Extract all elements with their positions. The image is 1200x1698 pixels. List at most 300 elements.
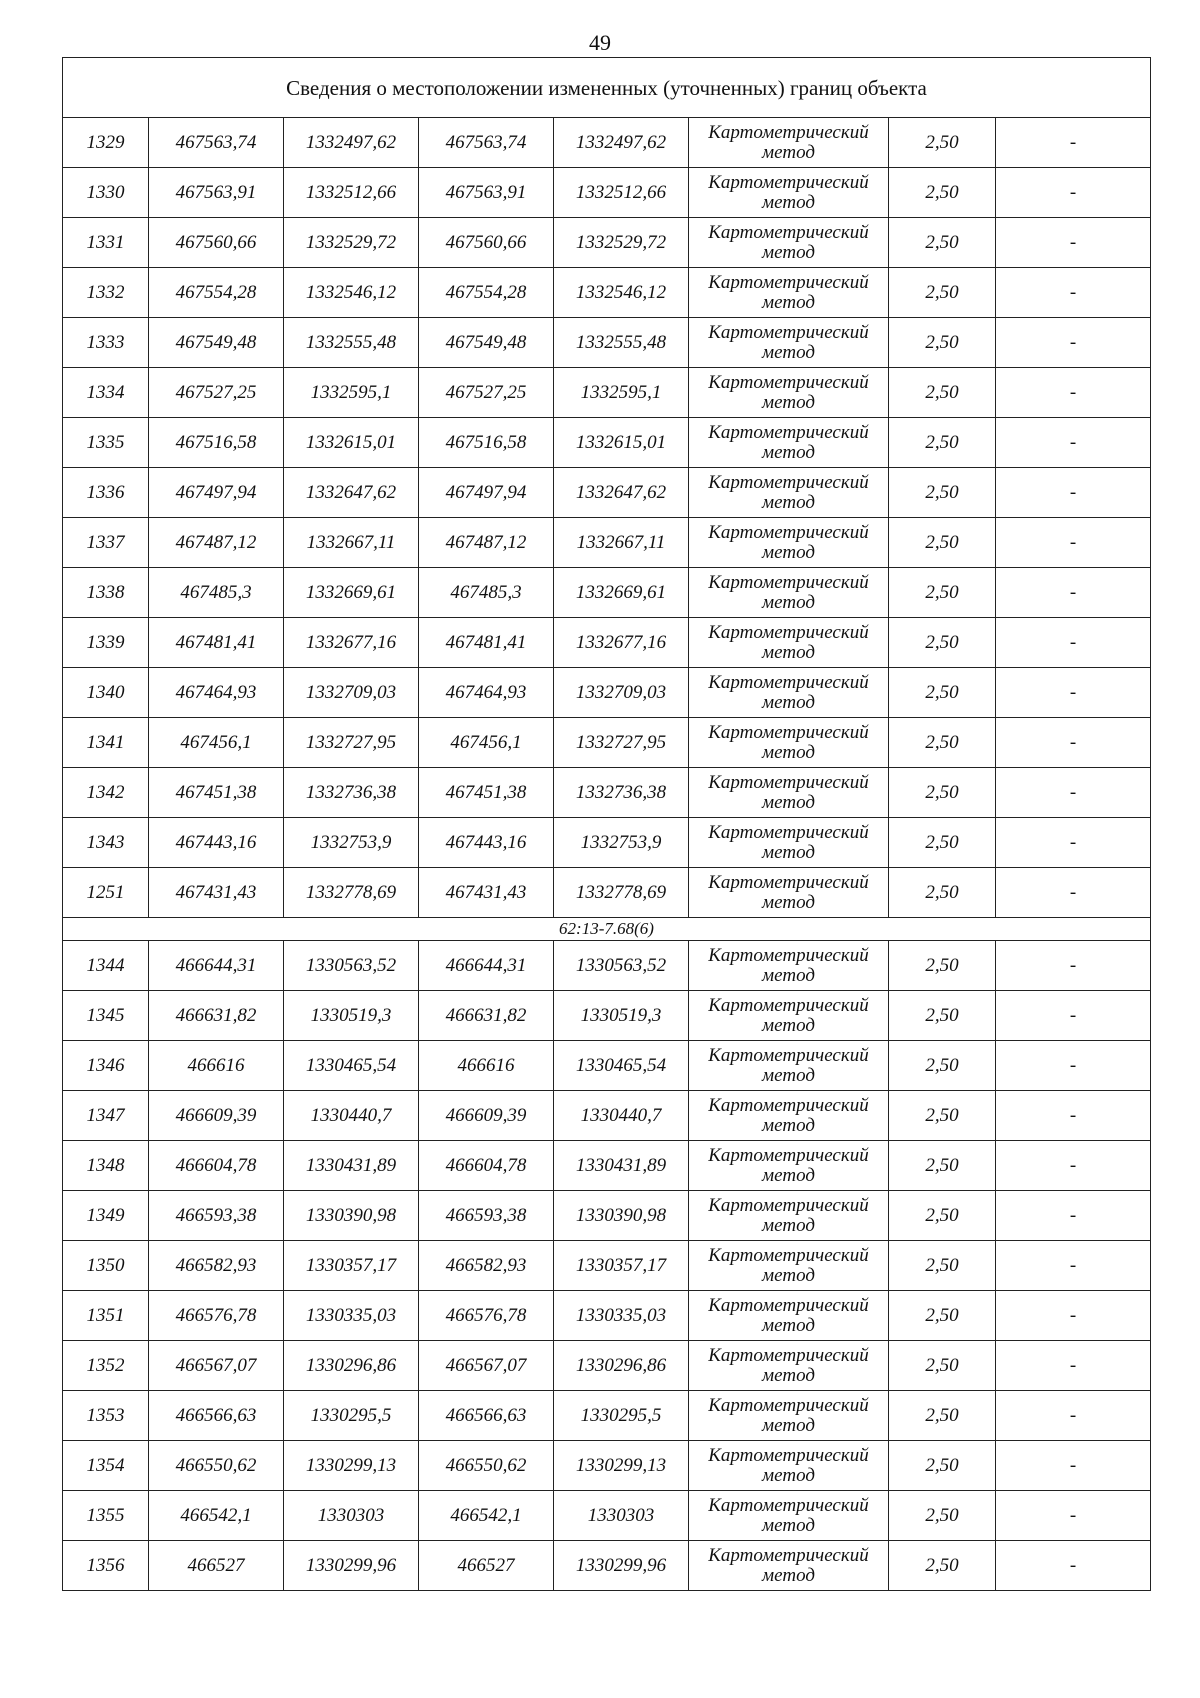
y-existing-cell: 1332778,69 [284, 868, 419, 918]
method-line2: метод [762, 241, 815, 263]
x-refined-cell: 466582,93 [419, 1241, 554, 1291]
method-cell [689, 1041, 889, 1091]
y-refined-cell: 1330303 [554, 1491, 689, 1541]
x-refined-cell: 466644,31 [419, 941, 554, 991]
y-refined-cell: 1332677,16 [554, 618, 689, 668]
x-existing-cell: 467443,16 [149, 818, 284, 868]
method-line2: метод [762, 1464, 815, 1486]
accuracy-cell: 2,50 [889, 1391, 996, 1441]
x-refined-cell: 466542,1 [419, 1491, 554, 1541]
x-existing-cell: 466566,63 [149, 1391, 284, 1441]
note-cell: - [996, 1341, 1151, 1391]
method-line2: метод [762, 1264, 815, 1286]
y-existing-cell: 1330299,13 [284, 1441, 419, 1491]
table-row [63, 118, 1151, 168]
point-number-cell: 1251 [63, 868, 149, 918]
method-line1: Картометрический [708, 1494, 869, 1516]
method-line2: метод [762, 691, 815, 713]
table-header-row [63, 58, 1151, 118]
x-existing-cell: 466550,62 [149, 1441, 284, 1491]
table-row [63, 1041, 1151, 1091]
note-cell: - [996, 1091, 1151, 1141]
method-cell [689, 1491, 889, 1541]
x-refined-cell: 467497,94 [419, 468, 554, 518]
point-number-cell: 1345 [63, 991, 149, 1041]
note-cell: - [996, 1041, 1151, 1091]
method-cell [689, 418, 889, 468]
method-line1: Картометрический [708, 1144, 869, 1166]
accuracy-cell: 2,50 [889, 168, 996, 218]
table-row [63, 518, 1151, 568]
accuracy-cell: 2,50 [889, 568, 996, 618]
note-cell: - [996, 991, 1151, 1041]
method-line1: Картометрический [708, 771, 869, 793]
method-cell [689, 668, 889, 718]
note-cell: - [996, 941, 1151, 991]
x-refined-cell: 466631,82 [419, 991, 554, 1041]
method-cell [689, 1391, 889, 1441]
y-refined-cell: 1330465,54 [554, 1041, 689, 1091]
method-line2: метод [762, 541, 815, 563]
y-existing-cell: 1332615,01 [284, 418, 419, 468]
method-line2: метод [762, 741, 815, 763]
y-refined-cell: 1330357,17 [554, 1241, 689, 1291]
method-line2: метод [762, 441, 815, 463]
table-row [63, 768, 1151, 818]
y-refined-cell: 1332595,1 [554, 368, 689, 418]
method-line1: Картометрический [708, 1194, 869, 1216]
y-refined-cell: 1330390,98 [554, 1191, 689, 1241]
point-number-cell: 1339 [63, 618, 149, 668]
x-refined-cell: 467560,66 [419, 218, 554, 268]
note-cell: - [996, 618, 1151, 668]
table-row [63, 468, 1151, 518]
table-row [63, 868, 1151, 918]
y-existing-cell: 1330357,17 [284, 1241, 419, 1291]
table-row [63, 168, 1151, 218]
method-line2: метод [762, 141, 815, 163]
y-existing-cell: 1332497,62 [284, 118, 419, 168]
y-existing-cell: 1330431,89 [284, 1141, 419, 1191]
method-cell [689, 1091, 889, 1141]
note-cell: - [996, 818, 1151, 868]
method-line1: Картометрический [708, 621, 869, 643]
accuracy-cell: 2,50 [889, 218, 996, 268]
accuracy-cell: 2,50 [889, 618, 996, 668]
y-existing-cell: 1332529,72 [284, 218, 419, 268]
note-cell: - [996, 518, 1151, 568]
x-refined-cell: 467443,16 [419, 818, 554, 868]
note-cell: - [996, 368, 1151, 418]
accuracy-cell: 2,50 [889, 668, 996, 718]
x-existing-cell: 467485,3 [149, 568, 284, 618]
y-refined-cell: 1330563,52 [554, 941, 689, 991]
method-line2: метод [762, 591, 815, 613]
method-line1: Картометрический [708, 994, 869, 1016]
table-row [63, 1141, 1151, 1191]
point-number-cell: 1329 [63, 118, 149, 168]
table-row [63, 1091, 1151, 1141]
y-refined-cell: 1332736,38 [554, 768, 689, 818]
y-refined-cell: 1332753,9 [554, 818, 689, 868]
x-existing-cell: 467527,25 [149, 368, 284, 418]
table-row [63, 1191, 1151, 1241]
method-cell [689, 168, 889, 218]
method-cell [689, 268, 889, 318]
x-refined-cell: 467431,43 [419, 868, 554, 918]
x-existing-cell: 467464,93 [149, 668, 284, 718]
y-existing-cell: 1330519,3 [284, 991, 419, 1041]
y-refined-cell: 1332497,62 [554, 118, 689, 168]
x-existing-cell: 466542,1 [149, 1491, 284, 1541]
method-cell [689, 618, 889, 668]
point-number-cell: 1335 [63, 418, 149, 468]
method-line2: метод [762, 1414, 815, 1436]
x-refined-cell: 466527 [419, 1541, 554, 1591]
accuracy-cell: 2,50 [889, 518, 996, 568]
method-cell [689, 318, 889, 368]
point-number-cell: 1330 [63, 168, 149, 218]
y-existing-cell: 1330303 [284, 1491, 419, 1541]
x-existing-cell: 466609,39 [149, 1091, 284, 1141]
x-refined-cell: 466550,62 [419, 1441, 554, 1491]
accuracy-cell: 2,50 [889, 1191, 996, 1241]
method-line2: метод [762, 841, 815, 863]
method-line1: Картометрический [708, 271, 869, 293]
x-existing-cell: 467497,94 [149, 468, 284, 518]
method-cell [689, 1241, 889, 1291]
y-existing-cell: 1332753,9 [284, 818, 419, 868]
method-cell [689, 718, 889, 768]
accuracy-cell: 2,50 [889, 1491, 996, 1541]
table-title: Сведения о местоположении измененных (уточненных) границ объекта [63, 58, 1151, 118]
table-row [63, 1291, 1151, 1341]
method-line1: Картометрический [708, 1044, 869, 1066]
note-cell: - [996, 668, 1151, 718]
method-line2: метод [762, 491, 815, 513]
table-row [63, 718, 1151, 768]
note-cell: - [996, 218, 1151, 268]
method-cell [689, 518, 889, 568]
note-cell: - [996, 1291, 1151, 1341]
x-refined-cell: 467563,74 [419, 118, 554, 168]
accuracy-cell: 2,50 [889, 991, 996, 1041]
accuracy-cell: 2,50 [889, 1291, 996, 1341]
method-line2: метод [762, 391, 815, 413]
y-refined-cell: 1332778,69 [554, 868, 689, 918]
x-existing-cell: 466604,78 [149, 1141, 284, 1191]
accuracy-cell: 2,50 [889, 1041, 996, 1091]
method-line1: Картометрический [708, 471, 869, 493]
note-cell: - [996, 1141, 1151, 1191]
method-line1: Картометрический [708, 371, 869, 393]
point-number-cell: 1356 [63, 1541, 149, 1591]
accuracy-cell: 2,50 [889, 418, 996, 468]
x-existing-cell: 467563,91 [149, 168, 284, 218]
method-line2: метод [762, 1314, 815, 1336]
accuracy-cell: 2,50 [889, 268, 996, 318]
x-refined-cell: 467451,38 [419, 768, 554, 818]
method-line1: Картометрический [708, 171, 869, 193]
accuracy-cell: 2,50 [889, 718, 996, 768]
note-cell: - [996, 1391, 1151, 1441]
method-line2: метод [762, 964, 815, 986]
method-line1: Картометрический [708, 871, 869, 893]
y-existing-cell: 1332647,62 [284, 468, 419, 518]
method-line2: метод [762, 1064, 815, 1086]
y-existing-cell: 1332669,61 [284, 568, 419, 618]
y-refined-cell: 1330295,5 [554, 1391, 689, 1441]
accuracy-cell: 2,50 [889, 1141, 996, 1191]
table-row [63, 1341, 1151, 1391]
table-row [63, 1441, 1151, 1491]
accuracy-cell: 2,50 [889, 1091, 996, 1141]
method-line1: Картометрический [708, 1394, 869, 1416]
point-number-cell: 1337 [63, 518, 149, 568]
accuracy-cell: 2,50 [889, 768, 996, 818]
x-existing-cell: 467560,66 [149, 218, 284, 268]
method-line2: метод [762, 791, 815, 813]
note-cell: - [996, 1191, 1151, 1241]
y-existing-cell: 1332677,16 [284, 618, 419, 668]
table-row [63, 1241, 1151, 1291]
method-line1: Картометрический [708, 1094, 869, 1116]
method-line1: Картометрический [708, 321, 869, 343]
note-cell: - [996, 1491, 1151, 1541]
accuracy-cell: 2,50 [889, 941, 996, 991]
x-refined-cell: 467464,93 [419, 668, 554, 718]
y-existing-cell: 1330563,52 [284, 941, 419, 991]
y-refined-cell: 1330299,13 [554, 1441, 689, 1491]
method-line2: метод [762, 1164, 815, 1186]
x-existing-cell: 466631,82 [149, 991, 284, 1041]
point-number-cell: 1331 [63, 218, 149, 268]
table-row [63, 1391, 1151, 1441]
point-number-cell: 1353 [63, 1391, 149, 1441]
y-existing-cell: 1330440,7 [284, 1091, 419, 1141]
x-existing-cell: 467563,74 [149, 118, 284, 168]
section-row [63, 918, 1151, 941]
point-number-cell: 1334 [63, 368, 149, 418]
x-existing-cell: 466576,78 [149, 1291, 284, 1341]
method-cell [689, 1441, 889, 1491]
y-refined-cell: 1332529,72 [554, 218, 689, 268]
method-line1: Картометрический [708, 1244, 869, 1266]
method-line1: Картометрический [708, 821, 869, 843]
point-number-cell: 1347 [63, 1091, 149, 1141]
y-existing-cell: 1332512,66 [284, 168, 419, 218]
method-line2: метод [762, 1014, 815, 1036]
x-refined-cell: 467527,25 [419, 368, 554, 418]
method-line2: метод [762, 1564, 815, 1586]
method-line1: Картометрический [708, 521, 869, 543]
note-cell: - [996, 718, 1151, 768]
method-cell [689, 991, 889, 1041]
point-number-cell: 1341 [63, 718, 149, 768]
page-number: 49 [589, 30, 611, 55]
y-existing-cell: 1332667,11 [284, 518, 419, 568]
table-row [63, 1491, 1151, 1541]
y-existing-cell: 1332595,1 [284, 368, 419, 418]
method-line2: метод [762, 191, 815, 213]
note-cell: - [996, 868, 1151, 918]
y-refined-cell: 1332647,62 [554, 468, 689, 518]
x-existing-cell: 466527 [149, 1541, 284, 1591]
y-refined-cell: 1332546,12 [554, 268, 689, 318]
accuracy-cell: 2,50 [889, 818, 996, 868]
y-refined-cell: 1332615,01 [554, 418, 689, 468]
x-refined-cell: 466593,38 [419, 1191, 554, 1241]
accuracy-cell: 2,50 [889, 1341, 996, 1391]
y-refined-cell: 1332727,95 [554, 718, 689, 768]
point-number-cell: 1333 [63, 318, 149, 368]
y-existing-cell: 1330465,54 [284, 1041, 419, 1091]
y-existing-cell: 1332727,95 [284, 718, 419, 768]
x-existing-cell: 466582,93 [149, 1241, 284, 1291]
method-line2: метод [762, 1114, 815, 1136]
point-number-cell: 1344 [63, 941, 149, 991]
method-cell [689, 1291, 889, 1341]
x-refined-cell: 467481,41 [419, 618, 554, 668]
accuracy-cell: 2,50 [889, 1241, 996, 1291]
method-cell [689, 941, 889, 991]
method-cell [689, 568, 889, 618]
table-row [63, 568, 1151, 618]
method-line2: метод [762, 1214, 815, 1236]
note-cell: - [996, 268, 1151, 318]
point-number-cell: 1348 [63, 1141, 149, 1191]
y-refined-cell: 1332512,66 [554, 168, 689, 218]
y-existing-cell: 1330335,03 [284, 1291, 419, 1341]
y-existing-cell: 1330295,5 [284, 1391, 419, 1441]
method-line1: Картометрический [708, 1444, 869, 1466]
x-refined-cell: 467487,12 [419, 518, 554, 568]
y-refined-cell: 1330299,96 [554, 1541, 689, 1591]
method-line2: метод [762, 341, 815, 363]
method-line1: Картометрический [708, 1344, 869, 1366]
x-refined-cell: 467549,48 [419, 318, 554, 368]
note-cell: - [996, 1541, 1151, 1591]
accuracy-cell: 2,50 [889, 1441, 996, 1491]
point-number-cell: 1354 [63, 1441, 149, 1491]
method-line2: метод [762, 641, 815, 663]
table-row [63, 368, 1151, 418]
x-existing-cell: 466616 [149, 1041, 284, 1091]
y-refined-cell: 1330440,7 [554, 1091, 689, 1141]
method-line1: Картометрический [708, 671, 869, 693]
x-refined-cell: 466566,63 [419, 1391, 554, 1441]
y-existing-cell: 1332709,03 [284, 668, 419, 718]
x-refined-cell: 466609,39 [419, 1091, 554, 1141]
x-existing-cell: 466567,07 [149, 1341, 284, 1391]
method-cell [689, 118, 889, 168]
x-refined-cell: 466567,07 [419, 1341, 554, 1391]
point-number-cell: 1346 [63, 1041, 149, 1091]
note-cell: - [996, 118, 1151, 168]
x-existing-cell: 467516,58 [149, 418, 284, 468]
point-number-cell: 1349 [63, 1191, 149, 1241]
y-refined-cell: 1332669,61 [554, 568, 689, 618]
method-cell [689, 368, 889, 418]
point-number-cell: 1340 [63, 668, 149, 718]
method-cell [689, 468, 889, 518]
accuracy-cell: 2,50 [889, 368, 996, 418]
note-cell: - [996, 1441, 1151, 1491]
table-row [63, 1541, 1151, 1591]
method-cell [689, 1191, 889, 1241]
x-existing-cell: 467431,43 [149, 868, 284, 918]
method-line1: Картометрический [708, 1544, 869, 1566]
x-refined-cell: 467456,1 [419, 718, 554, 768]
note-cell: - [996, 568, 1151, 618]
table-row [63, 668, 1151, 718]
y-refined-cell: 1332667,11 [554, 518, 689, 568]
accuracy-cell: 2,50 [889, 318, 996, 368]
x-existing-cell: 467481,41 [149, 618, 284, 668]
x-existing-cell: 467456,1 [149, 718, 284, 768]
accuracy-cell: 2,50 [889, 1541, 996, 1591]
point-number-cell: 1343 [63, 818, 149, 868]
y-existing-cell: 1330299,96 [284, 1541, 419, 1591]
x-refined-cell: 467563,91 [419, 168, 554, 218]
method-line2: метод [762, 291, 815, 313]
table-row [63, 318, 1151, 368]
point-number-cell: 1351 [63, 1291, 149, 1341]
x-refined-cell: 466616 [419, 1041, 554, 1091]
x-existing-cell: 467451,38 [149, 768, 284, 818]
accuracy-cell: 2,50 [889, 468, 996, 518]
x-existing-cell: 467487,12 [149, 518, 284, 568]
table-row [63, 268, 1151, 318]
note-cell: - [996, 468, 1151, 518]
x-refined-cell: 467516,58 [419, 418, 554, 468]
table-row [63, 418, 1151, 468]
y-refined-cell: 1330296,86 [554, 1341, 689, 1391]
method-cell [689, 1541, 889, 1591]
table-row [63, 618, 1151, 668]
x-existing-cell: 467554,28 [149, 268, 284, 318]
note-cell: - [996, 1241, 1151, 1291]
y-existing-cell: 1330390,98 [284, 1191, 419, 1241]
x-existing-cell: 467549,48 [149, 318, 284, 368]
point-number-cell: 1352 [63, 1341, 149, 1391]
method-line1: Картометрический [708, 944, 869, 966]
method-cell [689, 1141, 889, 1191]
method-line1: Картометрический [708, 421, 869, 443]
note-cell: - [996, 768, 1151, 818]
y-existing-cell: 1332546,12 [284, 268, 419, 318]
y-refined-cell: 1330335,03 [554, 1291, 689, 1341]
method-line1: Картометрический [708, 221, 869, 243]
method-line1: Картометрический [708, 571, 869, 593]
note-cell: - [996, 418, 1151, 468]
x-refined-cell: 466604,78 [419, 1141, 554, 1191]
accuracy-cell: 2,50 [889, 118, 996, 168]
method-cell [689, 1341, 889, 1391]
table-row [63, 818, 1151, 868]
method-line1: Картометрический [708, 1294, 869, 1316]
y-refined-cell: 1332709,03 [554, 668, 689, 718]
point-number-cell: 1336 [63, 468, 149, 518]
y-refined-cell: 1330519,3 [554, 991, 689, 1041]
point-number-cell: 1338 [63, 568, 149, 618]
y-refined-cell: 1332555,48 [554, 318, 689, 368]
table-row [63, 991, 1151, 1041]
method-cell [689, 868, 889, 918]
y-existing-cell: 1330296,86 [284, 1341, 419, 1391]
coordinates-table [62, 57, 1151, 1591]
y-refined-cell: 1330431,89 [554, 1141, 689, 1191]
